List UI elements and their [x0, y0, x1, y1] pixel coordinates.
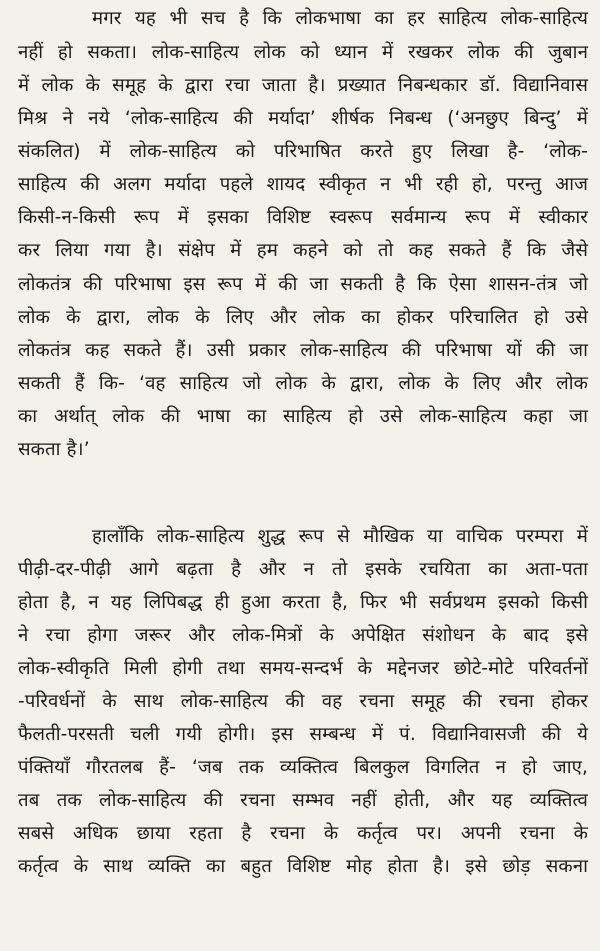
paragraph-1-line-13: का अर्थात् लोक की भाषा का साहित्य हो उसे लोक-साहित्य कहा जा	[18, 406, 588, 427]
paragraph-1-line-3: में लोक के समूह के द्वारा रचा जाता है। प्रख्यात निबन्धकार डॉ. विद्यानिवास	[18, 75, 588, 96]
paragraph-1-line-10: लोक के द्वारा, लोक के लिए और लोक का होकर परिचालित हो उसे	[18, 307, 588, 328]
paragraph-1-line-4: मिश्र ने नये ‘लोक-साहित्य की मर्यादा’ शीर्षक निबन्ध (‘अनछुए बिन्दु’ में	[18, 108, 588, 129]
paragraph-1-line-7: किसी-न-किसी रूप में इसका विशिष्ट स्वरूप सर्वमान्य रूप में स्वीकार	[18, 207, 588, 228]
paragraph-2-line-4: ने रचा होगा जरूर और लोक-मित्रों के अपेक्षित संशोधन के बाद इसे	[18, 625, 588, 646]
paragraph-1-line-2: नहीं हो सकता। लोक-साहित्य लोक को ध्यान में रखकर लोक की जुबान	[18, 42, 588, 63]
paragraph-2-line-2: पीढ़ी-दर-पीढ़ी आगे बढ़ता है और न तो इसके रचयिता का अता-पता	[18, 559, 588, 580]
paragraph-1-line-1: मगर यह भी सच है कि लोकभाषा का हर साहित्य लोक-साहित्य	[92, 8, 588, 29]
paragraph-1-line-11: लोकतंत्र कह सकते हैं। उसी प्रकार लोक-साहित्य की परिभाषा यों की जा	[18, 340, 588, 361]
paragraph-1-line-6: साहित्य की अलग मर्यादा पहले शायद स्वीकृत न भी रही हो, परन्तु आज	[18, 174, 588, 195]
paragraph-2-line-10: सबसे अधिक छाया रहता है रचना के कर्तृत्व पर। अपनी रचना के	[18, 823, 588, 844]
paragraph-2-line-6: -परिवर्धनों के साथ लोक-साहित्य की वह रचना समूह की रचना होकर	[18, 691, 588, 712]
paragraph-2-line-3: होता है, न यह लिपिबद्ध ही हुआ करता है, फिर भी सर्वप्रथम इसको किसी	[18, 592, 588, 613]
paragraph-2-line-11: कर्तृत्व के साथ व्यक्ति का बहुत विशिष्ट मोह होता है। इसे छोड़ सकना	[18, 856, 588, 877]
paragraph-2-line-8: पंक्तियाँ गौरतलब हैं- ‘जब तक व्यक्तित्व बिलकुल विगलित न हो जाए,	[18, 757, 588, 778]
paragraph-2-line-5: लोक-स्वीकृति मिली होगी तथा समय-सन्दर्भ के मद्देनजर छोटे-मोटे परिवर्तनों	[18, 658, 588, 679]
paragraph-1-line-12: सकती हैं कि- ‘वह साहित्य जो लोक के द्वारा, लोक के लिए और लोक	[18, 373, 588, 394]
paragraph-1-line-8: कर लिया गया है। संक्षेप में हम कहने को तो कह सकते हैं कि जैसे	[18, 240, 588, 261]
paragraph-1-line-9: लोकतंत्र की परिभाषा इस रूप में की जा सकती है कि ऐसा शासन-तंत्र जो	[18, 274, 588, 295]
paragraph-2-line-9: तब तक लोक-साहित्य की रचना सम्भव नहीं होती, और यह व्यक्तित्व	[18, 790, 588, 811]
paragraph-1-line-14: सकता है।’	[18, 439, 90, 460]
paragraph-1-line-5: संकलित) में लोक-साहित्य को परिभाषित करते हुए लिखा है- ‘लोक-	[18, 141, 588, 162]
paragraph-2-line-1: हालाँकि लोक-साहित्य शुद्ध रूप से मौखिक या वाचिक परम्परा में	[92, 526, 588, 547]
paragraph-2-line-7: फैलती-परसती चली गयी होगी। इस सम्बन्ध में पं. विद्यानिवासजी की ये	[18, 724, 588, 745]
